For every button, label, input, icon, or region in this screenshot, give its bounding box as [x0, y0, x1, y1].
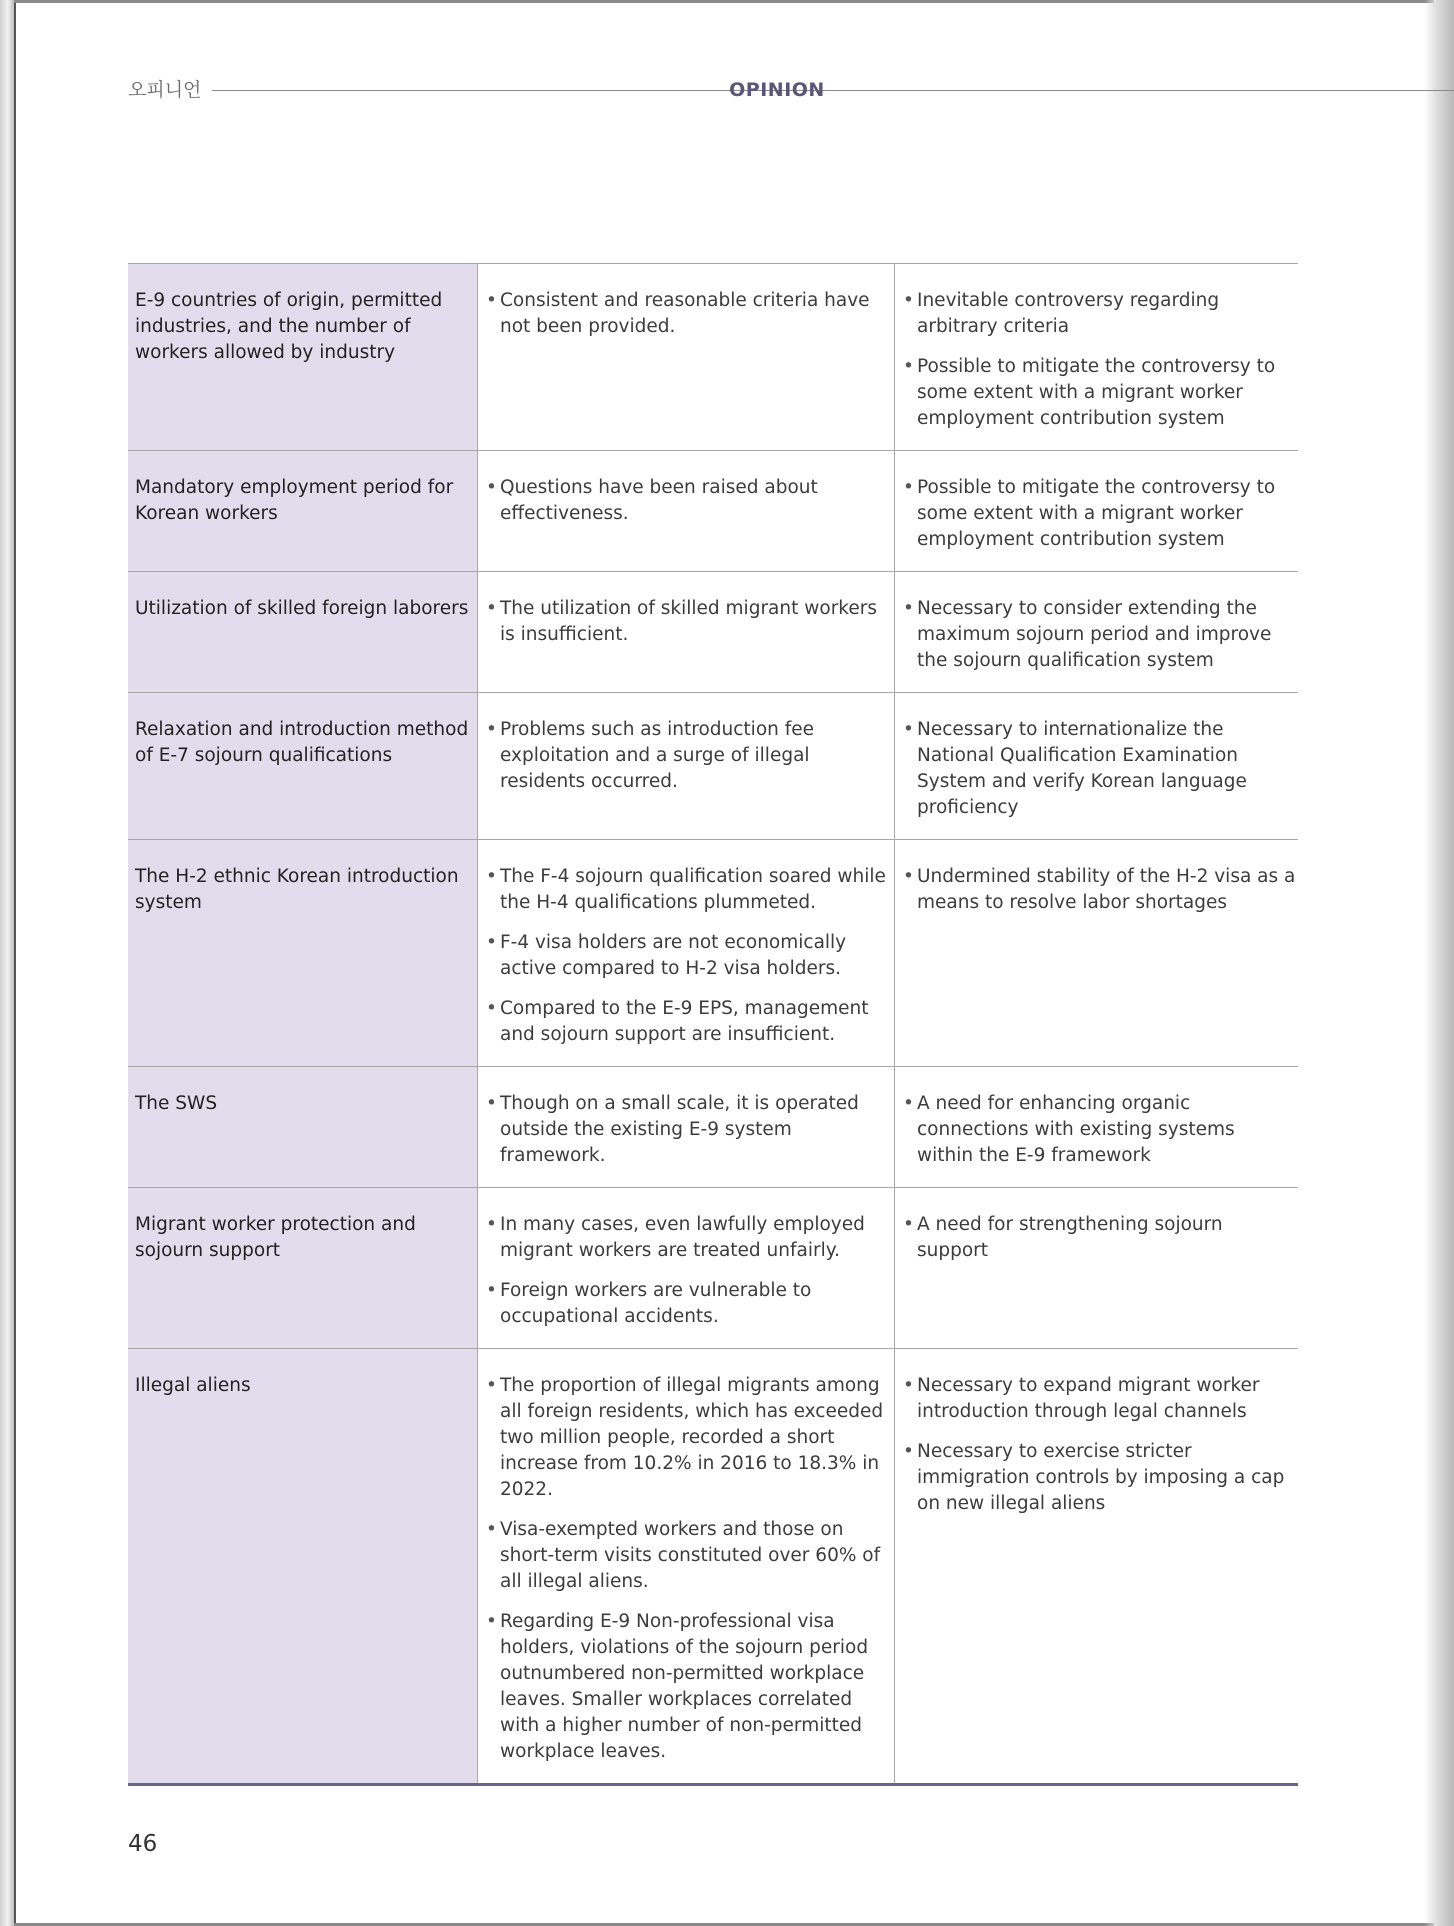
problems-cell [477, 840, 894, 1066]
issue-cell: Migrant worker protection and sojourn support [128, 1188, 477, 1348]
table-row [128, 264, 1298, 451]
problem-item: • The utilization of skilled migrant workers is insufficient. [486, 596, 886, 648]
section-label-korean: 오피니언 [128, 79, 202, 101]
problem-item: • Compared to the E-9 EPS, management and sojourn support are insufficient. [486, 996, 886, 1048]
implications-cell [894, 451, 1298, 571]
table-row [128, 840, 1298, 1067]
issue-cell: E-9 countries of origin, permitted industries, and the number of workers allowed by industry [128, 264, 477, 450]
problem-item: • Foreign workers are vulnerable to occupational accidents. [486, 1278, 886, 1330]
issue-cell: The H-2 ethnic Korean introduction system [128, 840, 477, 1066]
problems-cell [477, 1349, 894, 1783]
table-row [128, 1067, 1298, 1188]
problem-item: • Questions have been raised about effectiveness. [486, 475, 886, 527]
implication-item: • Necessary to consider extending the maximum sojourn period and improve the sojourn qualification system [903, 596, 1296, 674]
table-row [128, 693, 1298, 840]
problem-item: • The proportion of illegal migrants among all foreign residents, which has exceeded two million people, recorded a short increase from 10.2% in 2016 to 18.3% in 2022. [486, 1373, 886, 1503]
implications-cell [894, 1067, 1298, 1187]
implications-cell [894, 264, 1298, 450]
problem-item: • Visa-exempted workers and those on short-term visits constituted over 60% of all illegal aliens. [486, 1517, 886, 1595]
problems-cell [477, 451, 894, 571]
implications-cell [894, 1188, 1298, 1348]
running-header [128, 78, 1454, 102]
page-number: 46 [128, 1831, 158, 1857]
issue-cell: Utilization of skilled foreign laborers [128, 572, 477, 692]
section-label-opinion: OPINION [729, 79, 825, 101]
table-row [128, 572, 1298, 693]
problems-cell [477, 572, 894, 692]
implication-item: • Undermined stability of the H-2 visa as a means to resolve labor shortages [903, 864, 1296, 916]
implications-cell [894, 572, 1298, 692]
issue-cell: Mandatory employment period for Korean workers [128, 451, 477, 571]
table-row [128, 451, 1298, 572]
implication-item: • Possible to mitigate the controversy to some extent with a migrant worker employment contribution system [903, 475, 1296, 553]
policy-issues-table [128, 263, 1298, 1786]
problems-cell [477, 693, 894, 839]
implication-item: • Inevitable controversy regarding arbitrary criteria [903, 288, 1296, 340]
problems-cell [477, 1188, 894, 1348]
problem-item: • In many cases, even lawfully employed migrant workers are treated unfairly. [486, 1212, 886, 1264]
implication-item: • A need for enhancing organic connections with existing systems within the E-9 framework [903, 1091, 1296, 1169]
implication-item: • Necessary to exercise stricter immigration controls by imposing a cap on new illegal aliens [903, 1439, 1296, 1517]
problem-item: • F-4 visa holders are not economically active compared to H-2 visa holders. [486, 930, 886, 982]
issue-cell: Illegal aliens [128, 1349, 477, 1783]
implications-cell [894, 1349, 1298, 1783]
problems-cell [477, 1067, 894, 1187]
page-binding-edge [0, 0, 16, 1926]
problem-item: • Regarding E-9 Non-professional visa holders, violations of the sojourn period outnumbered non-permitted workplace leaves. Smaller workplaces correlated with a higher number of non-permitted workplace leaves. [486, 1609, 886, 1765]
implication-item: • A need for strengthening sojourn support [903, 1212, 1296, 1264]
table-row [128, 1349, 1298, 1783]
problem-item: • The F-4 sojourn qualification soared while the H-4 qualifications plummeted. [486, 864, 886, 916]
problem-item: • Consistent and reasonable criteria have not been provided. [486, 288, 886, 340]
issue-cell: The SWS [128, 1067, 477, 1187]
table-row [128, 1188, 1298, 1349]
implications-cell [894, 693, 1298, 839]
implication-item: • Necessary to expand migrant worker introduction through legal channels [903, 1373, 1296, 1425]
issue-cell: Relaxation and introduction method of E-7 sojourn qualifications [128, 693, 477, 839]
problems-cell [477, 264, 894, 450]
implication-item: • Necessary to internationalize the National Qualification Examination System and verify Korean language proficiency [903, 717, 1296, 821]
problem-item: • Though on a small scale, it is operated outside the existing E-9 system framework. [486, 1091, 886, 1169]
page-top-edge [14, 0, 1434, 3]
page-right-shadow [1424, 0, 1454, 1926]
implication-item: • Possible to mitigate the controversy to some extent with a migrant worker employment contribution system [903, 354, 1296, 432]
problem-item: • Problems such as introduction fee exploitation and a surge of illegal residents occurred. [486, 717, 886, 795]
implications-cell [894, 840, 1298, 1066]
